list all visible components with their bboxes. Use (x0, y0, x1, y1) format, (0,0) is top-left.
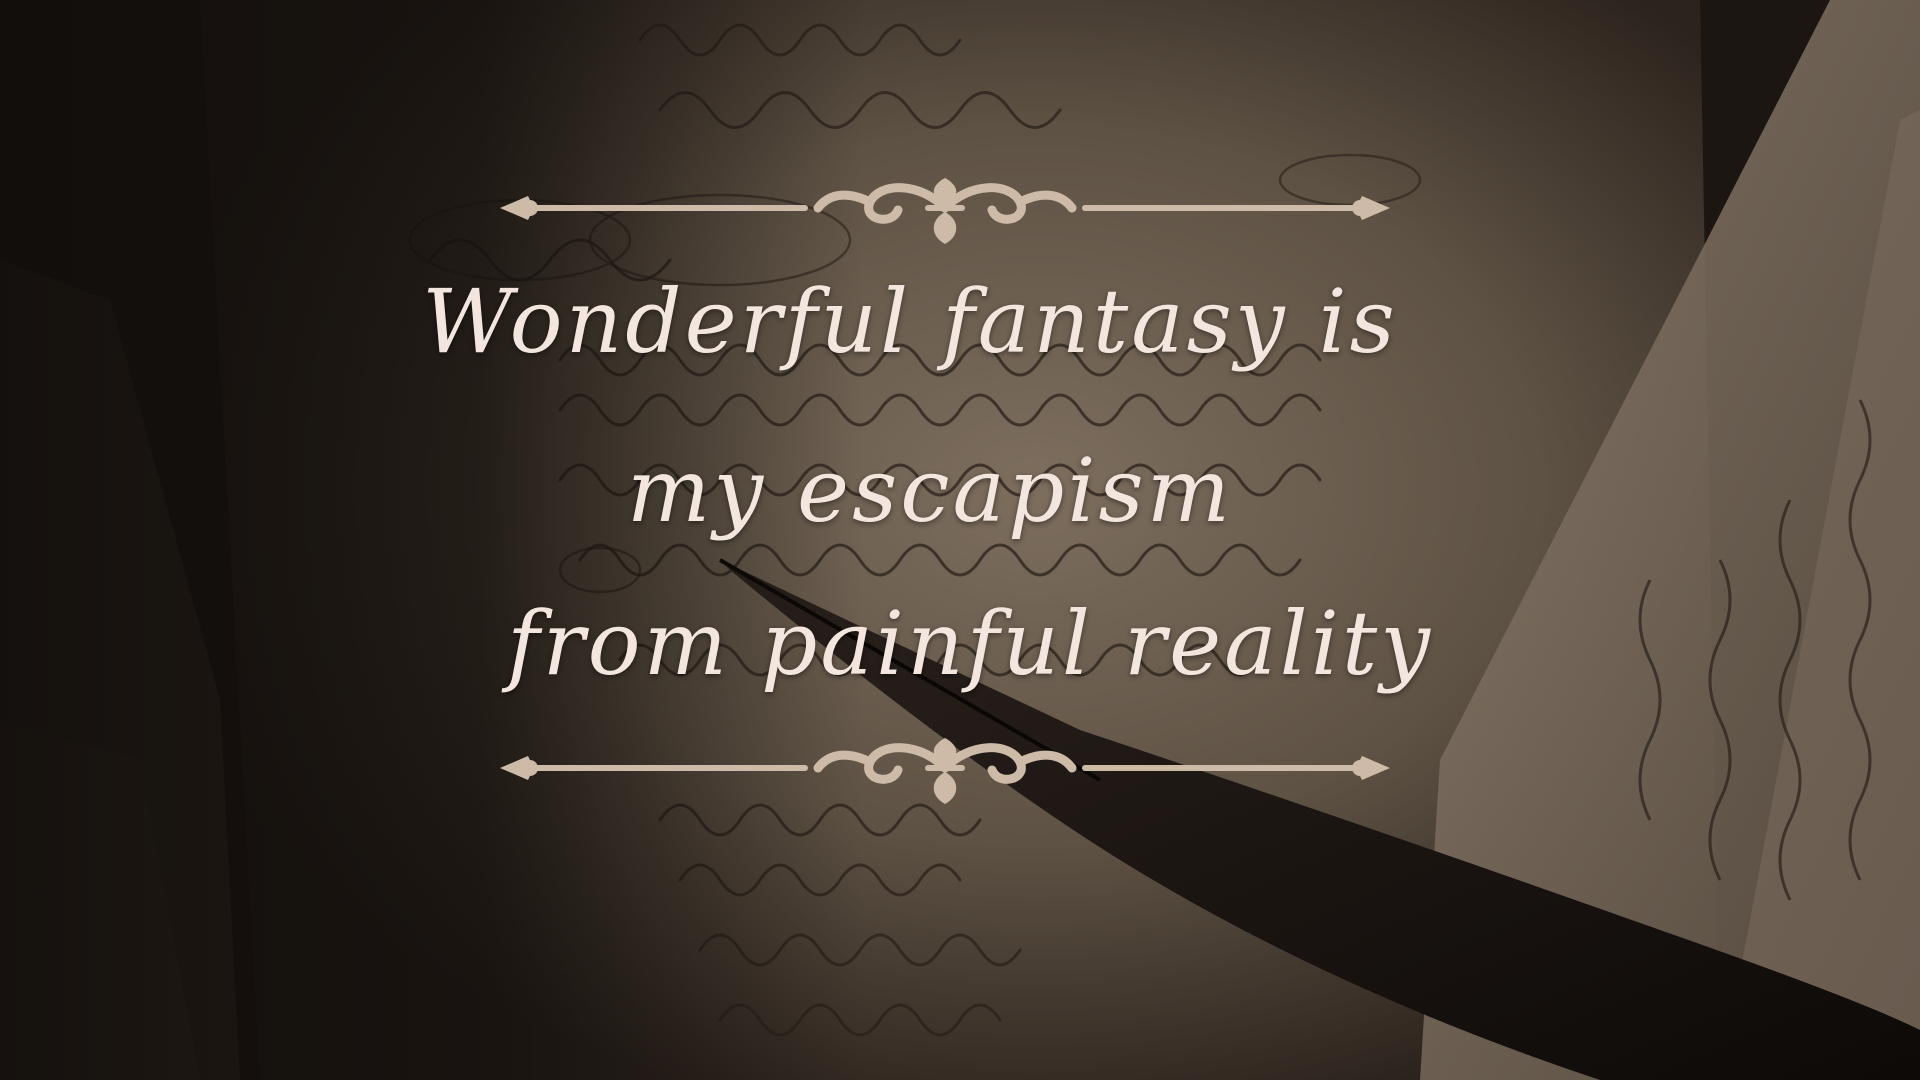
top-ornament-divider (500, 172, 1390, 252)
quote-line-1: Wonderful fantasy is (422, 270, 1398, 373)
quote-line-2: my escapism (626, 439, 1234, 542)
bottom-ornament-divider (500, 732, 1390, 812)
quote-line-3: from painful reality (507, 592, 1433, 695)
